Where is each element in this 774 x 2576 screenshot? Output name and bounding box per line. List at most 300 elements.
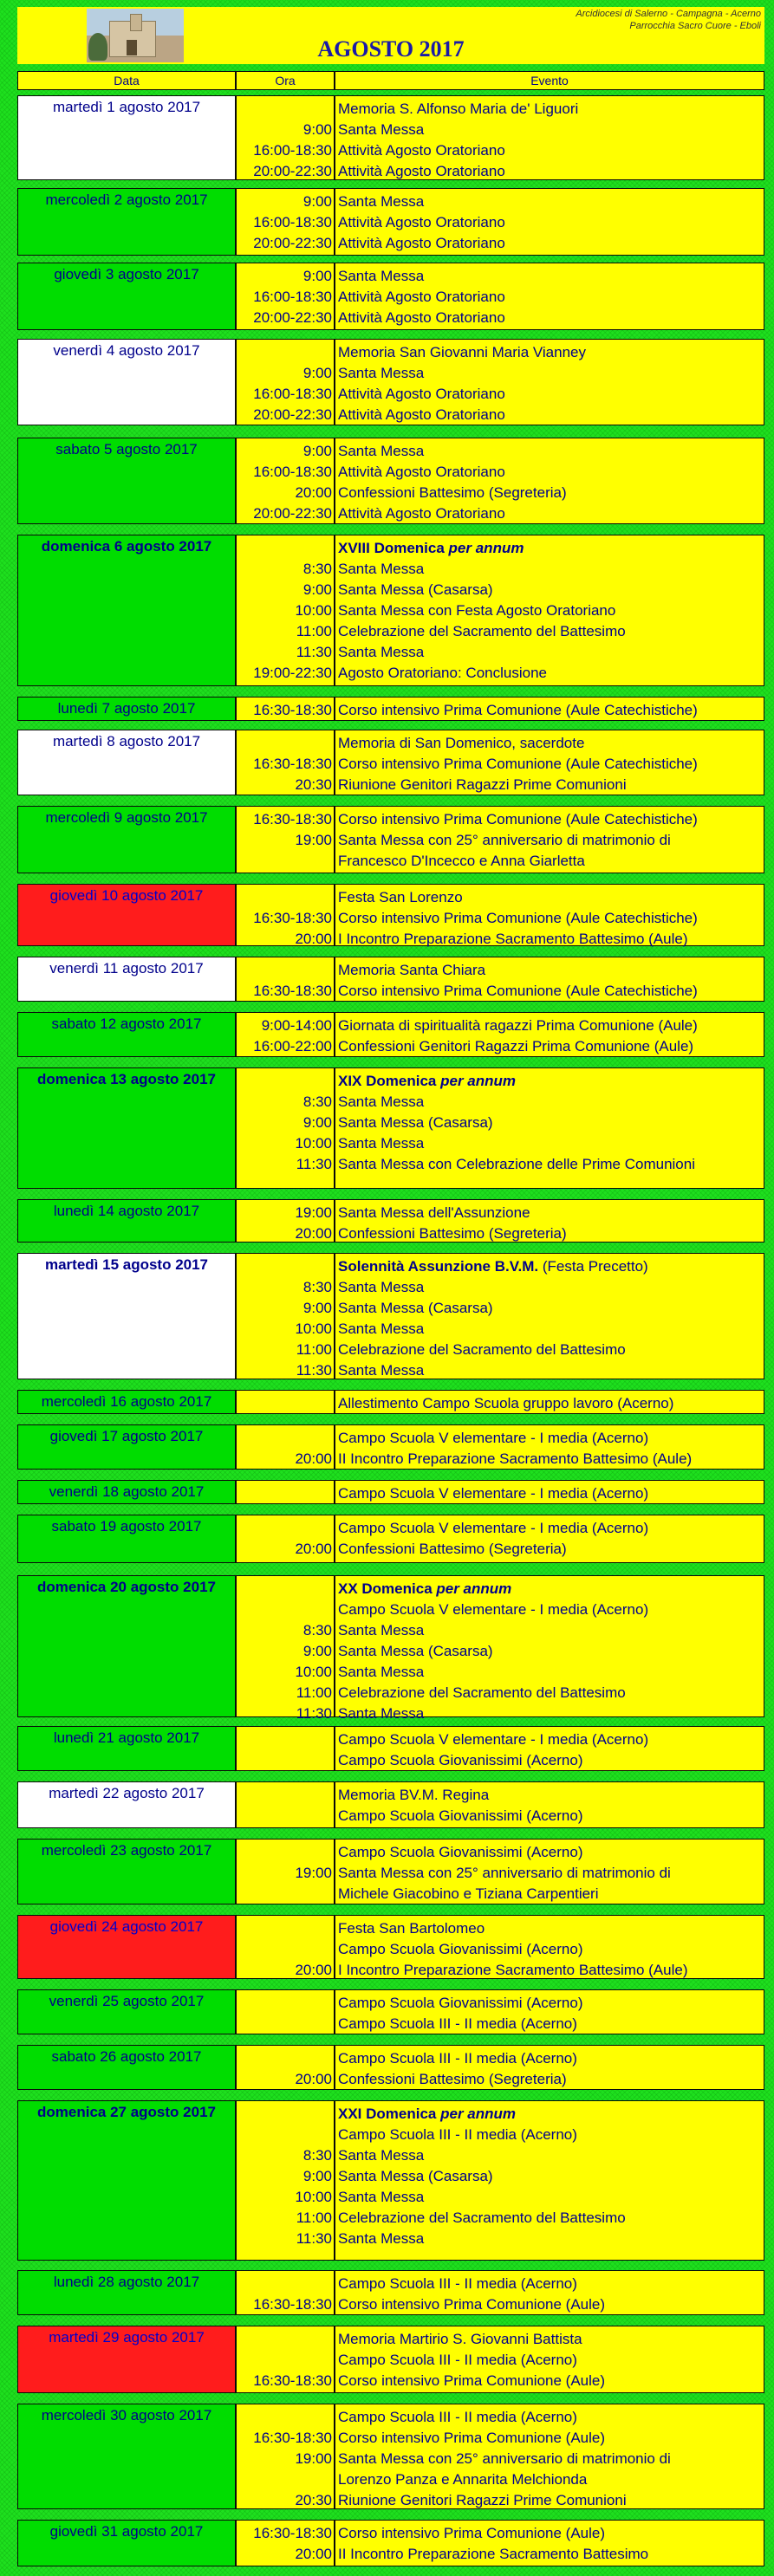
day-events [335, 189, 764, 255]
day-date: domenica 20 agosto 2017 [18, 1576, 235, 1716]
day-date: mercoledì 16 agosto 2017 [18, 1391, 235, 1413]
event-description: Santa Messa con Festa Agosto Oratoriano [338, 602, 616, 619]
event-description: Corso intensivo Prima Comunione (Aule) [338, 2430, 606, 2446]
event-time: 11:30 [296, 1362, 332, 1379]
event-description: Campo Scuola III - II media (Acerno) [338, 2275, 577, 2292]
day-times [237, 1576, 334, 1722]
event-time: 10:00 [295, 2189, 332, 2205]
calendar-day-row [17, 1989, 764, 2034]
day-date: giovedì 3 agosto 2017 [18, 263, 235, 329]
event-description: Santa Messa con 25° anniversario di matrimonio di [338, 1865, 671, 1881]
day-times [237, 957, 334, 1001]
event-title-suffix: per annum [440, 1073, 517, 1089]
event-description: Santa Messa (Casarsa) [338, 581, 493, 598]
event-time: 16:30-18:30 [253, 910, 332, 926]
organization-info [576, 8, 761, 32]
day-date: lunedì 7 agosto 2017 [18, 698, 235, 720]
day-events [335, 2046, 764, 2089]
event-time [237, 2329, 332, 2350]
day-times [237, 1200, 334, 1242]
event-time: 20:30 [295, 776, 332, 793]
event-title-main: Solennità Assunzione B.V.M. [338, 1258, 539, 1275]
day-events [335, 1916, 764, 1978]
org-line-parish: Parrocchia Sacro Cuore - Eboli [629, 21, 761, 31]
event-time [237, 2350, 332, 2371]
day-times [237, 807, 334, 873]
event-time: 16:00-18:30 [253, 386, 332, 402]
event-description: Attività Agosto Oratoriano [338, 406, 505, 423]
calendar-day-row [17, 1067, 764, 1189]
event-description: Santa Messa [338, 644, 425, 660]
event-time [237, 1518, 332, 1539]
event-time [237, 1993, 332, 2014]
event-description: Santa Messa [338, 1093, 425, 1110]
day-events [335, 1990, 764, 2034]
event-title-main: XX Domenica [338, 1580, 437, 1597]
event-description: Attività Agosto Oratoriano [338, 464, 505, 480]
event-description: Corso intensivo Prima Comunione (Aule) [338, 2372, 606, 2389]
event-time: 19:00 [295, 2450, 332, 2467]
calendar-day-row [17, 2270, 764, 2315]
calendar-day-row [17, 438, 764, 524]
day-events [335, 698, 764, 720]
day-events [335, 885, 764, 945]
calendar-day-row [17, 1012, 764, 1057]
day-date: giovedì 10 agosto 2017 [18, 885, 235, 945]
day-times [237, 2101, 334, 2260]
event-time: 8:30 [302, 1279, 332, 1295]
day-events [335, 807, 764, 873]
event-description: Santa Messa [338, 1664, 425, 1680]
event-description: Confessioni Battesimo (Segreteria) [338, 1541, 567, 1557]
event-time: 20:30 [295, 2492, 332, 2508]
event-description: Santa Messa [338, 2230, 425, 2247]
event-time [237, 2469, 332, 2490]
calendar-day-row [17, 1253, 764, 1379]
event-description: Campo Scuola V elementare - I media (Acerno) [338, 1485, 649, 1502]
calendar-day-row [17, 1515, 764, 1563]
event-time [237, 1842, 332, 1863]
day-times [237, 1727, 334, 1770]
event-time: 16:30-18:30 [253, 2525, 332, 2541]
day-events [335, 1425, 764, 1469]
day-date: mercoledì 2 agosto 2017 [18, 189, 235, 255]
event-time: 20:00 [295, 1541, 332, 1557]
event-time [237, 99, 332, 120]
day-date: martedì 1 agosto 2017 [18, 96, 235, 179]
day-date: giovedì 31 agosto 2017 [18, 2521, 235, 2566]
event-description: Riunione Genitori Ragazzi Prime Comunioni [338, 776, 627, 793]
event-time: 16:00-18:30 [253, 142, 332, 159]
event-time: 9:00 [302, 581, 332, 598]
event-description: Agosto Oratoriano: Conclusione [338, 665, 547, 681]
event-time [237, 1599, 332, 1620]
event-description: Santa Messa [338, 365, 425, 381]
day-date: martedì 22 agosto 2017 [18, 1782, 235, 1827]
day-date: venerdì 4 agosto 2017 [18, 340, 235, 425]
day-events [335, 1840, 764, 1904]
calendar-day-row [17, 2326, 764, 2393]
day-times [237, 2271, 334, 2314]
day-date: sabato 5 agosto 2017 [18, 438, 235, 523]
event-description: Santa Messa [338, 1705, 425, 1722]
event-time: 10:00 [295, 602, 332, 619]
event-time: 20:00 [295, 1962, 332, 1978]
event-description: II Incontro Preparazione Sacramento Battesimo [338, 2546, 649, 2562]
event-description: Campo Scuola V elementare - I media (Acerno) [338, 1520, 649, 1536]
event-time: 20:00 [295, 1450, 332, 1467]
day-times [237, 1254, 334, 1379]
event-description: Santa Messa (Casarsa) [338, 1643, 493, 1659]
event-time [237, 1393, 332, 1414]
calendar-day-row [17, 1390, 764, 1414]
event-description: Corso intensivo Prima Comunione (Aule) [338, 2296, 606, 2313]
event-description: Santa Messa [338, 1622, 425, 1638]
event-description: Corso intensivo Prima Comunione (Aule Catechistiche) [338, 702, 698, 718]
event-time: 9:00-14:00 [261, 1017, 332, 1034]
event-description: Memoria Martirio S. Giovanni Battista [338, 2331, 582, 2347]
day-date: martedì 29 agosto 2017 [18, 2326, 235, 2392]
event-time [237, 2104, 332, 2125]
event-description: Santa Messa (Casarsa) [338, 2168, 493, 2184]
day-events [335, 1727, 764, 1770]
day-date: giovedì 24 agosto 2017 [18, 1916, 235, 1978]
event-description: Attività Agosto Oratoriano [338, 142, 505, 159]
day-events [335, 1391, 764, 1413]
event-time: 20:00 [295, 2546, 332, 2562]
day-date: domenica 27 agosto 2017 [18, 2101, 235, 2260]
day-events [335, 1013, 764, 1056]
event-description: Campo Scuola III - II media (Acerno) [338, 2352, 577, 2368]
day-date: lunedì 28 agosto 2017 [18, 2271, 235, 2314]
day-events [335, 957, 764, 1001]
day-events [335, 535, 764, 685]
day-times [237, 730, 334, 795]
day-date: mercoledì 9 agosto 2017 [18, 807, 235, 873]
day-date: mercoledì 30 agosto 2017 [18, 2404, 235, 2508]
event-time: 11:00 [296, 1341, 332, 1358]
event-description: I Incontro Preparazione Sacramento Battesimo (Aule) [338, 931, 688, 947]
event-time [237, 733, 332, 754]
event-description: Campo Scuola Giovanissimi (Acerno) [338, 1995, 583, 2011]
day-date: giovedì 17 agosto 2017 [18, 1425, 235, 1469]
day-date: martedì 15 agosto 2017 [18, 1254, 235, 1379]
event-description: Corso intensivo Prima Comunione (Aule Catechistiche) [338, 811, 698, 827]
calendar-day-row [17, 1480, 764, 1504]
calendar-day-row [17, 884, 764, 946]
event-time [237, 1729, 332, 1750]
calendar-day-row [17, 2520, 764, 2566]
event-description: II Incontro Preparazione Sacramento Battesimo (Aule) [338, 1450, 693, 1467]
event-time: 9:00 [302, 2168, 332, 2184]
day-date: sabato 26 agosto 2017 [18, 2046, 235, 2089]
event-title [338, 1071, 764, 1092]
day-events [335, 2404, 764, 2508]
day-events [335, 438, 764, 523]
day-times [237, 698, 334, 720]
event-description: Corso intensivo Prima Comunione (Aule) [338, 2525, 606, 2541]
event-time: 20:00 [295, 484, 332, 501]
event-description: Confessioni Battesimo (Segreteria) [338, 484, 567, 501]
event-time: 19:00 [295, 1204, 332, 1221]
event-description: Santa Messa con Celebrazione delle Prime Comunioni [338, 1156, 695, 1172]
event-time [237, 960, 332, 981]
event-time: 9:00 [302, 1643, 332, 1659]
day-events [335, 1576, 764, 1722]
day-date: lunedì 14 agosto 2017 [18, 1200, 235, 1242]
day-events [335, 1068, 764, 1188]
day-events [335, 263, 764, 329]
event-description: Corso intensivo Prima Comunione (Aule Catechistiche) [338, 756, 698, 772]
event-title-main: XIX Domenica [338, 1073, 441, 1089]
column-header-date: Data [17, 71, 236, 90]
event-description: Attività Agosto Oratoriano [338, 163, 505, 179]
calendar-day-row [17, 95, 764, 180]
event-description: Riunione Genitori Ragazzi Prime Comunioni [338, 2492, 627, 2508]
event-description: Santa Messa (Casarsa) [338, 1300, 493, 1316]
event-title [338, 538, 764, 559]
day-times [237, 438, 334, 523]
event-time: 10:00 [295, 1664, 332, 1680]
event-time: 9:00 [302, 193, 332, 210]
event-time: 10:00 [295, 1320, 332, 1337]
event-description: Celebrazione del Sacramento del Battesimo [338, 2209, 626, 2226]
event-description: Attività Agosto Oratoriano [338, 505, 505, 522]
calendar-day-row [17, 188, 764, 256]
event-description: Memoria di San Domenico, sacerdote [338, 735, 585, 751]
event-description: Santa Messa [338, 268, 425, 284]
event-description: Attività Agosto Oratoriano [338, 214, 505, 230]
day-times [237, 340, 334, 425]
event-time: 20:00 [295, 1225, 332, 1242]
event-time: 20:00 [295, 2071, 332, 2087]
day-date: martedì 8 agosto 2017 [18, 730, 235, 795]
event-time [237, 1428, 332, 1449]
day-events [335, 1515, 764, 1562]
day-events [335, 2101, 764, 2260]
event-description: Memoria Santa Chiara [338, 962, 486, 978]
day-times [237, 1916, 334, 1978]
event-time: 16:00-22:00 [253, 1038, 332, 1054]
event-description: Attività Agosto Oratoriano [338, 289, 505, 305]
event-description: Santa Messa dell'Assunzione [338, 1204, 530, 1221]
day-date: venerdì 18 agosto 2017 [18, 1481, 235, 1503]
event-description: Celebrazione del Sacramento del Battesimo [338, 1684, 626, 1701]
event-time: 20:00-22:30 [253, 309, 332, 326]
event-description: Celebrazione del Sacramento del Battesimo [338, 1341, 626, 1358]
calendar-day-row [17, 1199, 764, 1243]
event-description: Santa Messa con 25° anniversario di matrimonio di [338, 2450, 671, 2467]
event-description: Santa Messa [338, 193, 425, 210]
day-times [237, 2404, 334, 2508]
day-times [237, 189, 334, 255]
day-date: sabato 12 agosto 2017 [18, 1013, 235, 1056]
event-description: Campo Scuola Giovanissimi (Acerno) [338, 1807, 583, 1824]
event-time [237, 1071, 332, 1092]
event-description: Santa Messa (Casarsa) [338, 1114, 493, 1131]
event-description: Confessioni Battesimo (Segreteria) [338, 1225, 567, 1242]
day-events [335, 730, 764, 795]
day-events [335, 1200, 764, 1242]
day-date: domenica 6 agosto 2017 [18, 535, 235, 685]
event-time: 16:30-18:30 [253, 2296, 332, 2313]
event-description: Confessioni Battesimo (Segreteria) [338, 2071, 567, 2087]
event-description: Corso intensivo Prima Comunione (Aule Catechistiche) [338, 910, 698, 926]
day-times [237, 263, 334, 329]
day-events [335, 1481, 764, 1503]
event-description: Michele Giacobino e Tiziana Carpentieri [338, 1885, 599, 1902]
event-time: 20:00 [295, 931, 332, 947]
event-time [237, 1939, 332, 1960]
day-events [335, 340, 764, 425]
event-time [237, 2407, 332, 2428]
column-header-event: Evento [335, 71, 764, 90]
event-time: 9:00 [302, 121, 332, 138]
event-description: Festa San Lorenzo [338, 889, 463, 905]
event-description: Attività Agosto Oratoriano [338, 235, 505, 251]
event-time: 16:00-18:30 [253, 464, 332, 480]
day-events [335, 1782, 764, 1827]
day-times [237, 1068, 334, 1188]
event-time: 16:00-18:30 [253, 289, 332, 305]
event-time [237, 1806, 332, 1827]
event-description: Campo Scuola III - II media (Acerno) [338, 2015, 577, 2032]
event-description: Campo Scuola Giovanissimi (Acerno) [338, 1752, 583, 1768]
day-times [237, 1840, 334, 1904]
day-times [237, 2326, 334, 2392]
event-time [237, 1750, 332, 1771]
day-date: lunedì 21 agosto 2017 [18, 1727, 235, 1770]
event-description: Campo Scuola V elementare - I media (Acerno) [338, 1731, 649, 1748]
event-time: 8:30 [302, 1622, 332, 1638]
event-time: 11:00 [296, 1684, 332, 1701]
day-times [237, 535, 334, 685]
event-description: Lorenzo Panza e Annarita Melchionda [338, 2471, 588, 2488]
event-description: Celebrazione del Sacramento del Battesimo [338, 623, 626, 639]
event-description: Memoria San Giovanni Maria Vianney [338, 344, 586, 360]
event-description: Santa Messa [338, 443, 425, 459]
day-times [237, 96, 334, 179]
event-time: 8:30 [302, 561, 332, 577]
event-time: 16:30-18:30 [253, 2430, 332, 2446]
event-description: Francesco D'Incecco e Anna Giarletta [338, 853, 585, 869]
calendar-day-row [17, 1839, 764, 1904]
event-time: 9:00 [302, 268, 332, 284]
event-time [237, 1918, 332, 1939]
day-times [237, 1515, 334, 1562]
page-header [17, 7, 764, 64]
event-time [237, 2274, 332, 2294]
event-description: Attività Agosto Oratoriano [338, 386, 505, 402]
event-description: Campo Scuola III - II media (Acerno) [338, 2409, 577, 2425]
event-time: 16:00-18:30 [253, 214, 332, 230]
event-description: Campo Scuola III - II media (Acerno) [338, 2126, 577, 2143]
calendar-day-row [17, 1726, 764, 1771]
event-time [237, 2014, 332, 2034]
calendar-day-row [17, 1781, 764, 1828]
calendar-day-row [17, 957, 764, 1002]
day-events [335, 96, 764, 179]
day-events [335, 2521, 764, 2566]
event-time: 20:00-22:30 [253, 406, 332, 423]
event-title-suffix: per annum [436, 1580, 512, 1597]
column-header-time: Ora [236, 71, 335, 90]
event-time [237, 1579, 332, 1599]
event-time: 20:00-22:30 [253, 163, 332, 179]
event-time [237, 1785, 332, 1806]
event-time [237, 851, 332, 872]
event-time: 19:00-22:30 [253, 665, 332, 681]
event-time: 16:30-18:30 [253, 702, 332, 718]
event-time: 11:30 [296, 2230, 332, 2247]
day-events [335, 2271, 764, 2314]
event-title-suffix: per annum [440, 2106, 517, 2122]
event-description: Attività Agosto Oratoriano [338, 309, 505, 326]
day-times [237, 1013, 334, 1056]
event-time [237, 887, 332, 908]
calendar-day-row [17, 535, 764, 686]
event-description: Campo Scuola V elementare - I media (Acerno) [338, 1430, 649, 1446]
page-title: AGOSTO 2017 [317, 36, 465, 62]
calendar-day-row [17, 1575, 764, 1722]
event-time [237, 1256, 332, 1277]
event-description: Santa Messa [338, 1279, 425, 1295]
event-time [237, 342, 332, 363]
event-title-main: XXI Domenica [338, 2106, 441, 2122]
calendar-day-row [17, 697, 764, 721]
event-description: Memoria BV.M. Regina [338, 1787, 490, 1803]
day-times [237, 1782, 334, 1827]
day-date: sabato 19 agosto 2017 [18, 1515, 235, 1562]
event-time: 9:00 [302, 1300, 332, 1316]
event-time [237, 538, 332, 559]
event-time: 16:30-18:30 [253, 2372, 332, 2389]
event-time [237, 1884, 332, 1904]
event-time: 11:30 [296, 644, 332, 660]
event-time: 11:30 [296, 1705, 332, 1722]
event-time: 11:00 [296, 623, 332, 639]
day-times [237, 885, 334, 945]
event-title [338, 2104, 764, 2125]
event-time: 8:30 [302, 2147, 332, 2164]
event-time: 9:00 [302, 365, 332, 381]
calendar-day-row [17, 1424, 764, 1470]
day-times [237, 2521, 334, 2566]
church-tower-shape [130, 14, 142, 31]
event-description: Santa Messa [338, 561, 425, 577]
org-line-diocese: Arcidiocesi di Salerno - Campagna - Acerno [576, 9, 761, 19]
event-time [237, 2048, 332, 2069]
event-description: Corso intensivo Prima Comunione (Aule Catechistiche) [338, 983, 698, 999]
event-title-suffix: (Festa Precetto) [538, 1258, 648, 1275]
event-time: 19:00 [295, 832, 332, 848]
event-description: Santa Messa [338, 1135, 425, 1152]
event-description: I Incontro Preparazione Sacramento Battesimo (Aule) [338, 1962, 688, 1978]
event-description: Allestimento Campo Scuola gruppo lavoro (Acerno) [338, 1395, 674, 1411]
calendar-day-row [17, 806, 764, 873]
event-description: Memoria S. Alfonso Maria de' Liguori [338, 101, 579, 117]
day-times [237, 1481, 334, 1503]
event-time: 20:00-22:30 [253, 235, 332, 251]
event-title [338, 1256, 764, 1277]
event-title [338, 1579, 764, 1599]
calendar-day-row [17, 2100, 764, 2261]
event-time: 11:30 [296, 1156, 332, 1172]
calendar-day-row [17, 2404, 764, 2509]
day-date: venerdì 25 agosto 2017 [18, 1990, 235, 2034]
event-description: Confessioni Genitori Ragazzi Prima Comunione (Aule) [338, 1038, 694, 1054]
event-description: Festa San Bartolomeo [338, 1920, 485, 1937]
